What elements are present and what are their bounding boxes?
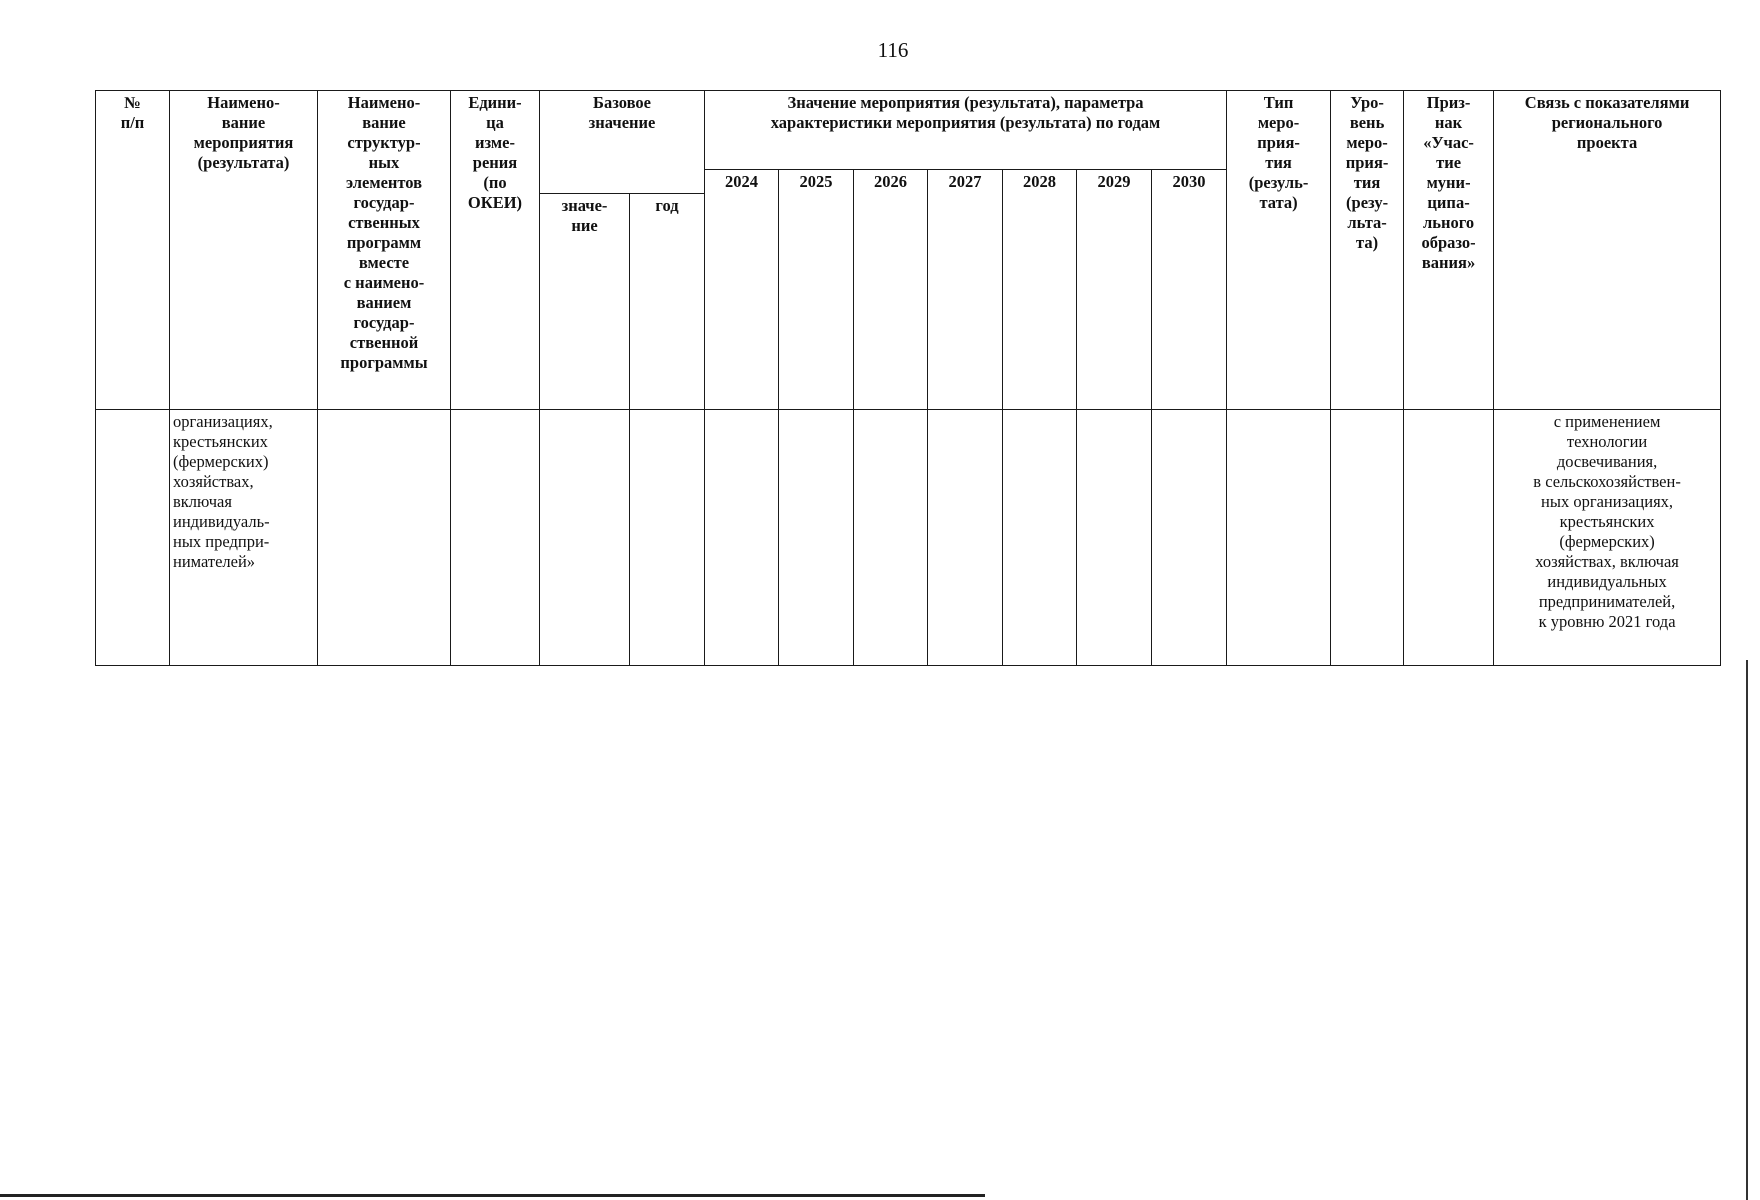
cell-value-2029: [1077, 410, 1152, 666]
events-table: [95, 90, 1721, 666]
header-year-2024: 2024: [705, 170, 779, 410]
header-year-2030: 2030: [1152, 170, 1227, 410]
cell-municipal-participation: [1404, 410, 1494, 666]
page-number: 116: [877, 38, 909, 62]
cell-num: [96, 410, 170, 666]
cell-base-year: [630, 410, 705, 666]
table-row: [96, 410, 1721, 666]
header-year-2025: 2025: [779, 170, 854, 410]
header-base-value: Базовое значение: [540, 91, 705, 194]
cell-event-name: организациях, крестьянских (фермерских) хозяйствах, включая индивидуаль- ных предпри- нимателей»: [170, 410, 318, 666]
scan-artifact-right-edge: [1746, 660, 1748, 1200]
header-event-name: Наимено- вание мероприятия (результата): [170, 91, 318, 410]
header-event-type: Тип меро- прия- тия (резуль- тата): [1227, 91, 1331, 410]
header-structural-elements: Наимено- вание структур- ных элементов государ- ственных программ вместе с наимено- ванием государ- ственной программы: [318, 91, 451, 410]
cell-value-2025: [779, 410, 854, 666]
cell-value-2028: [1003, 410, 1077, 666]
cell-base-value: [540, 410, 630, 666]
header-event-level: Уро- вень меро- прия- тия (резу- льта- та): [1331, 91, 1404, 410]
header-year-2028: 2028: [1003, 170, 1077, 410]
header-base-value-value: значе- ние: [540, 194, 630, 410]
cell-value-2030: [1152, 410, 1227, 666]
cell-event-type: [1227, 410, 1331, 666]
header-values-by-year: Значение мероприятия (результата), параметра характеристики мероприятия (результата) по годам: [705, 91, 1227, 170]
header-num: № п/п: [96, 91, 170, 410]
scan-artifact-bottom-line: [0, 1194, 985, 1197]
cell-event-level: [1331, 410, 1404, 666]
cell-unit: [451, 410, 540, 666]
header-municipal-participation: Приз- нак «Учас- тие муни- ципа- льного образо- вания»: [1404, 91, 1494, 410]
cell-structural-elements: [318, 410, 451, 666]
cell-value-2026: [854, 410, 928, 666]
cell-value-2027: [928, 410, 1003, 666]
header-year-2029: 2029: [1077, 170, 1152, 410]
cell-value-2024: [705, 410, 779, 666]
header-year-2026: 2026: [854, 170, 928, 410]
header-link-indicators: Связь с показателями регионального проекта: [1494, 91, 1721, 410]
header-unit: Едини- ца изме- рения (по ОКЕИ): [451, 91, 540, 410]
cell-link-indicators: с применением технологии досвечивания, в сельскохозяйствен- ных организациях, крестьянских (фермерских) хозяйствах, включая индивидуальных предпринимателей, к уровню 2021 года: [1494, 410, 1721, 666]
header-year-2027: 2027: [928, 170, 1003, 410]
header-base-value-year: год: [630, 194, 705, 410]
